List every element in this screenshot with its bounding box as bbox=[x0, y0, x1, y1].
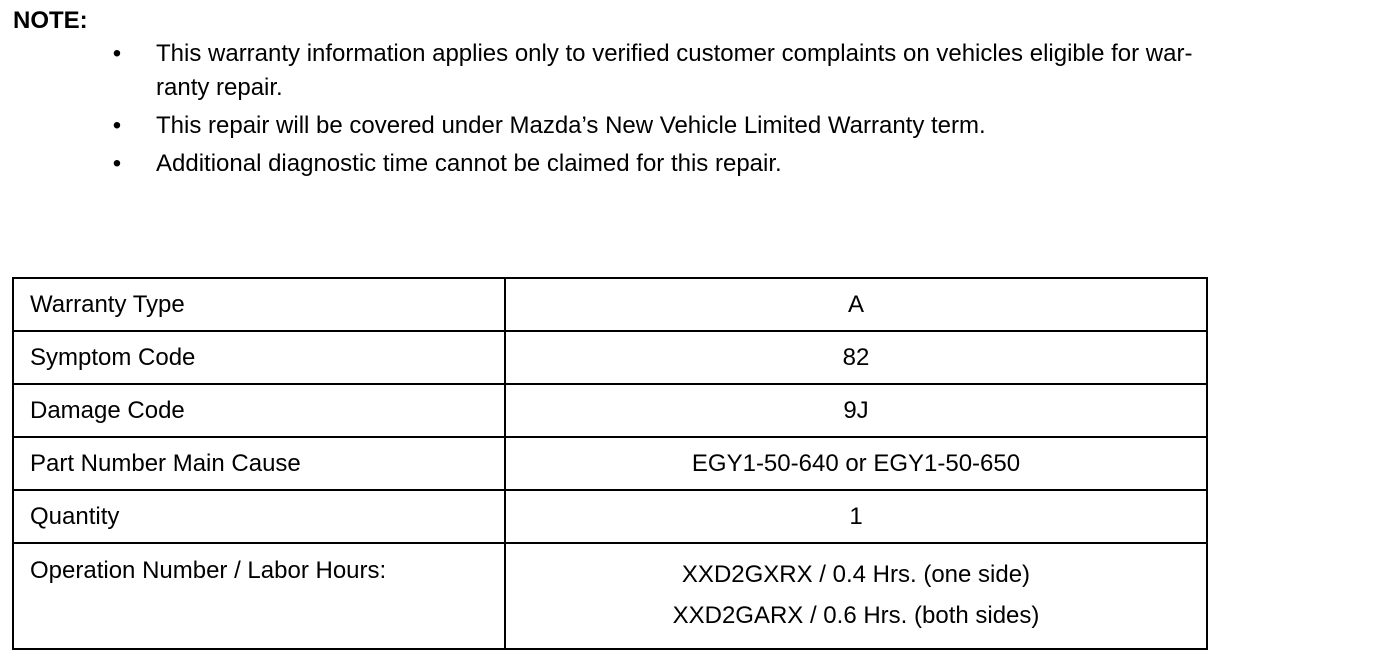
row-label: Part Number Main Cause bbox=[13, 437, 505, 490]
row-value: EGY1-50-640 or EGY1-50-650 bbox=[505, 437, 1207, 490]
note-item-line: ranty repair. bbox=[156, 74, 283, 101]
row-label: Quantity bbox=[13, 490, 505, 543]
bullet-icon: • bbox=[112, 150, 122, 177]
operation-value-one-side: XXD2GXRX / 0.4 Hrs. (one side) bbox=[681, 561, 1031, 588]
note-item bbox=[110, 147, 1360, 181]
table-row bbox=[13, 437, 1207, 490]
table-row bbox=[13, 278, 1207, 331]
row-value: 9J bbox=[505, 384, 1207, 437]
row-value: A bbox=[505, 278, 1207, 331]
bullet-icon: • bbox=[112, 40, 122, 67]
row-label: Symptom Code bbox=[13, 331, 505, 384]
operation-value-both-sides: XXD2GARX / 0.6 Hrs. (both sides) bbox=[672, 602, 1040, 629]
note-item-text: Additional diagnostic time cannot be claimed for this repair. bbox=[156, 150, 782, 177]
operation-values bbox=[505, 543, 1207, 649]
operation-label: Operation Number / Labor Hours: bbox=[13, 543, 505, 649]
note-item bbox=[110, 109, 1360, 143]
note-item-line: This warranty information applies only to verified customer complaints on vehicles eligible for war- bbox=[156, 40, 1193, 67]
row-label: Warranty Type bbox=[13, 278, 505, 331]
note-item-text: This repair will be covered under Mazda’s New Vehicle Limited Warranty term. bbox=[156, 112, 986, 139]
table-row bbox=[13, 331, 1207, 384]
warranty-table bbox=[12, 277, 1208, 650]
row-label: Damage Code bbox=[13, 384, 505, 437]
note-list bbox=[110, 37, 1360, 185]
row-value: 1 bbox=[505, 490, 1207, 543]
bullet-icon: • bbox=[112, 112, 122, 139]
note-heading: NOTE: bbox=[13, 7, 88, 34]
row-value: 82 bbox=[505, 331, 1207, 384]
table-row-operation bbox=[13, 543, 1207, 649]
table-row bbox=[13, 384, 1207, 437]
note-item bbox=[110, 37, 1360, 105]
table-row bbox=[13, 490, 1207, 543]
